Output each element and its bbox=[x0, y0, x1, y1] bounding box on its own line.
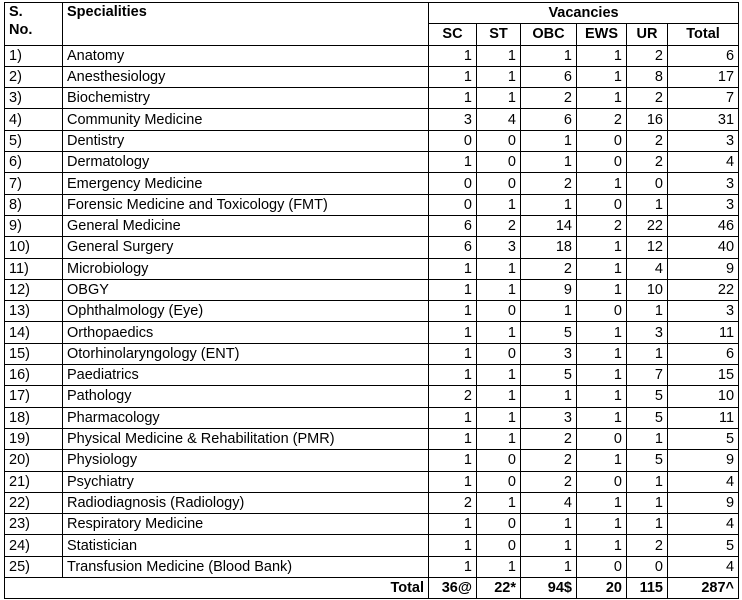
row-ur-value: 2 bbox=[627, 88, 668, 109]
row-total-value: 3 bbox=[668, 194, 739, 215]
row-total-value: 5 bbox=[668, 428, 739, 449]
row-total-value: 9 bbox=[668, 492, 739, 513]
row-ews-value: 1 bbox=[577, 173, 627, 194]
table-row bbox=[5, 173, 739, 194]
row-obc-value: 3 bbox=[521, 407, 577, 428]
row-st-value: 0 bbox=[477, 514, 521, 535]
row-total-value: 46 bbox=[668, 215, 739, 236]
table-row bbox=[5, 258, 739, 279]
row-ur-value: 5 bbox=[627, 450, 668, 471]
row-ur-value: 4 bbox=[627, 258, 668, 279]
row-st-value: 1 bbox=[477, 258, 521, 279]
row-sc-value: 1 bbox=[429, 152, 477, 173]
row-ur-value: 1 bbox=[627, 428, 668, 449]
total-ews: 20 bbox=[577, 578, 627, 599]
row-total-value: 10 bbox=[668, 386, 739, 407]
row-st-value: 0 bbox=[477, 450, 521, 471]
row-st-value: 0 bbox=[477, 173, 521, 194]
row-sc-value: 1 bbox=[429, 258, 477, 279]
row-total-value: 17 bbox=[668, 66, 739, 87]
row-serial-number: 11) bbox=[5, 258, 63, 279]
row-speciality: Physiology bbox=[63, 450, 429, 471]
row-st-value: 0 bbox=[477, 471, 521, 492]
row-sc-value: 6 bbox=[429, 237, 477, 258]
row-ur-value: 16 bbox=[627, 109, 668, 130]
row-total-value: 4 bbox=[668, 556, 739, 577]
row-ews-value: 1 bbox=[577, 365, 627, 386]
row-serial-number: 10) bbox=[5, 237, 63, 258]
row-ews-value: 1 bbox=[577, 45, 627, 66]
row-st-value: 2 bbox=[477, 215, 521, 236]
row-obc-value: 14 bbox=[521, 215, 577, 236]
ur-header: UR bbox=[627, 24, 668, 45]
total-st: 22* bbox=[477, 578, 521, 599]
table-row bbox=[5, 194, 739, 215]
table-row bbox=[5, 109, 739, 130]
row-sc-value: 1 bbox=[429, 450, 477, 471]
row-sc-value: 1 bbox=[429, 45, 477, 66]
row-ur-value: 1 bbox=[627, 492, 668, 513]
row-st-value: 1 bbox=[477, 279, 521, 300]
row-ur-value: 12 bbox=[627, 237, 668, 258]
ews-header: EWS bbox=[577, 24, 627, 45]
row-speciality: Paediatrics bbox=[63, 365, 429, 386]
row-ews-value: 0 bbox=[577, 130, 627, 151]
row-total-value: 6 bbox=[668, 343, 739, 364]
row-total-value: 9 bbox=[668, 450, 739, 471]
row-total-value: 4 bbox=[668, 471, 739, 492]
row-st-value: 1 bbox=[477, 66, 521, 87]
row-obc-value: 2 bbox=[521, 450, 577, 471]
row-ews-value: 0 bbox=[577, 194, 627, 215]
row-ews-value: 0 bbox=[577, 428, 627, 449]
row-ews-value: 1 bbox=[577, 407, 627, 428]
row-serial-number: 3) bbox=[5, 88, 63, 109]
sno-header: S. No. bbox=[5, 3, 63, 46]
row-ews-value: 1 bbox=[577, 450, 627, 471]
row-serial-number: 1) bbox=[5, 45, 63, 66]
row-st-value: 1 bbox=[477, 322, 521, 343]
row-obc-value: 1 bbox=[521, 535, 577, 556]
row-ews-value: 1 bbox=[577, 66, 627, 87]
table-row bbox=[5, 45, 739, 66]
row-speciality: General Medicine bbox=[63, 215, 429, 236]
row-obc-value: 5 bbox=[521, 322, 577, 343]
row-speciality: Pharmacology bbox=[63, 407, 429, 428]
row-obc-value: 1 bbox=[521, 556, 577, 577]
row-serial-number: 6) bbox=[5, 152, 63, 173]
row-st-value: 1 bbox=[477, 45, 521, 66]
table-row bbox=[5, 152, 739, 173]
row-obc-value: 2 bbox=[521, 88, 577, 109]
row-total-value: 5 bbox=[668, 535, 739, 556]
row-obc-value: 1 bbox=[521, 301, 577, 322]
row-speciality: Orthopaedics bbox=[63, 322, 429, 343]
row-ur-value: 8 bbox=[627, 66, 668, 87]
row-speciality: Otorhinolaryngology (ENT) bbox=[63, 343, 429, 364]
row-ur-value: 2 bbox=[627, 152, 668, 173]
row-st-value: 0 bbox=[477, 535, 521, 556]
row-ur-value: 2 bbox=[627, 130, 668, 151]
row-speciality: Emergency Medicine bbox=[63, 173, 429, 194]
row-st-value: 1 bbox=[477, 365, 521, 386]
row-ur-value: 1 bbox=[627, 343, 668, 364]
row-ews-value: 1 bbox=[577, 386, 627, 407]
row-st-value: 1 bbox=[477, 428, 521, 449]
row-speciality: Anesthesiology bbox=[63, 66, 429, 87]
row-speciality: Physical Medicine & Rehabilitation (PMR) bbox=[63, 428, 429, 449]
row-st-value: 4 bbox=[477, 109, 521, 130]
row-sc-value: 6 bbox=[429, 215, 477, 236]
row-ews-value: 2 bbox=[577, 109, 627, 130]
table-row bbox=[5, 556, 739, 577]
row-serial-number: 4) bbox=[5, 109, 63, 130]
row-obc-value: 2 bbox=[521, 258, 577, 279]
row-st-value: 1 bbox=[477, 492, 521, 513]
row-total-value: 15 bbox=[668, 365, 739, 386]
row-serial-number: 12) bbox=[5, 279, 63, 300]
row-ews-value: 2 bbox=[577, 215, 627, 236]
row-ews-value: 1 bbox=[577, 88, 627, 109]
st-header: ST bbox=[477, 24, 521, 45]
row-obc-value: 1 bbox=[521, 194, 577, 215]
row-speciality: General Surgery bbox=[63, 237, 429, 258]
table-row bbox=[5, 386, 739, 407]
table-row bbox=[5, 279, 739, 300]
row-total-value: 31 bbox=[668, 109, 739, 130]
row-speciality: Anatomy bbox=[63, 45, 429, 66]
row-sc-value: 0 bbox=[429, 173, 477, 194]
row-obc-value: 6 bbox=[521, 109, 577, 130]
row-total-value: 3 bbox=[668, 301, 739, 322]
row-sc-value: 1 bbox=[429, 343, 477, 364]
total-header: Total bbox=[668, 24, 739, 45]
row-ur-value: 1 bbox=[627, 301, 668, 322]
row-speciality: Pathology bbox=[63, 386, 429, 407]
row-total-value: 22 bbox=[668, 279, 739, 300]
row-ews-value: 0 bbox=[577, 152, 627, 173]
table-row bbox=[5, 88, 739, 109]
row-ews-value: 1 bbox=[577, 258, 627, 279]
row-sc-value: 1 bbox=[429, 88, 477, 109]
row-serial-number: 21) bbox=[5, 471, 63, 492]
sc-header: SC bbox=[429, 24, 477, 45]
row-obc-value: 1 bbox=[521, 45, 577, 66]
row-speciality: Psychiatry bbox=[63, 471, 429, 492]
table-body bbox=[5, 45, 739, 577]
row-obc-value: 2 bbox=[521, 471, 577, 492]
row-total-value: 7 bbox=[668, 88, 739, 109]
row-sc-value: 1 bbox=[429, 556, 477, 577]
row-sc-value: 1 bbox=[429, 428, 477, 449]
row-total-value: 4 bbox=[668, 514, 739, 535]
row-st-value: 0 bbox=[477, 152, 521, 173]
row-obc-value: 6 bbox=[521, 66, 577, 87]
row-ews-value: 1 bbox=[577, 492, 627, 513]
row-ur-value: 10 bbox=[627, 279, 668, 300]
table-row bbox=[5, 407, 739, 428]
row-obc-value: 1 bbox=[521, 130, 577, 151]
row-serial-number: 9) bbox=[5, 215, 63, 236]
row-speciality: Dermatology bbox=[63, 152, 429, 173]
row-total-value: 11 bbox=[668, 322, 739, 343]
row-speciality: Dentistry bbox=[63, 130, 429, 151]
row-obc-value: 18 bbox=[521, 237, 577, 258]
row-ur-value: 1 bbox=[627, 194, 668, 215]
row-serial-number: 18) bbox=[5, 407, 63, 428]
row-st-value: 1 bbox=[477, 88, 521, 109]
row-sc-value: 0 bbox=[429, 194, 477, 215]
row-ews-value: 0 bbox=[577, 556, 627, 577]
vacancies-header: Vacancies bbox=[429, 3, 739, 24]
row-ur-value: 1 bbox=[627, 471, 668, 492]
row-serial-number: 8) bbox=[5, 194, 63, 215]
row-total-value: 40 bbox=[668, 237, 739, 258]
table-row bbox=[5, 365, 739, 386]
row-obc-value: 2 bbox=[521, 173, 577, 194]
row-total-value: 9 bbox=[668, 258, 739, 279]
row-sc-value: 2 bbox=[429, 386, 477, 407]
row-sc-value: 1 bbox=[429, 279, 477, 300]
table-row bbox=[5, 66, 739, 87]
row-st-value: 1 bbox=[477, 194, 521, 215]
row-obc-value: 1 bbox=[521, 386, 577, 407]
table-row bbox=[5, 471, 739, 492]
row-sc-value: 2 bbox=[429, 492, 477, 513]
row-ur-value: 1 bbox=[627, 514, 668, 535]
row-serial-number: 20) bbox=[5, 450, 63, 471]
row-obc-value: 2 bbox=[521, 428, 577, 449]
row-obc-value: 4 bbox=[521, 492, 577, 513]
table-row bbox=[5, 450, 739, 471]
total-row bbox=[5, 578, 739, 599]
row-serial-number: 2) bbox=[5, 66, 63, 87]
row-serial-number: 22) bbox=[5, 492, 63, 513]
row-serial-number: 19) bbox=[5, 428, 63, 449]
row-st-value: 1 bbox=[477, 386, 521, 407]
row-ews-value: 1 bbox=[577, 535, 627, 556]
specialities-header: Specialities bbox=[63, 3, 429, 46]
row-total-value: 3 bbox=[668, 173, 739, 194]
total-obc: 94$ bbox=[521, 578, 577, 599]
row-ews-value: 0 bbox=[577, 301, 627, 322]
total-sc: 36@ bbox=[429, 578, 477, 599]
row-sc-value: 1 bbox=[429, 66, 477, 87]
row-sc-value: 1 bbox=[429, 365, 477, 386]
row-sc-value: 0 bbox=[429, 130, 477, 151]
row-sc-value: 1 bbox=[429, 301, 477, 322]
row-serial-number: 17) bbox=[5, 386, 63, 407]
row-st-value: 0 bbox=[477, 130, 521, 151]
row-ews-value: 1 bbox=[577, 237, 627, 258]
row-ur-value: 7 bbox=[627, 365, 668, 386]
row-ur-value: 2 bbox=[627, 45, 668, 66]
row-ews-value: 1 bbox=[577, 322, 627, 343]
row-ur-value: 3 bbox=[627, 322, 668, 343]
row-speciality: Statistician bbox=[63, 535, 429, 556]
table-row bbox=[5, 322, 739, 343]
header-row bbox=[5, 3, 739, 24]
table-row bbox=[5, 237, 739, 258]
row-ews-value: 1 bbox=[577, 279, 627, 300]
table-row bbox=[5, 535, 739, 556]
row-obc-value: 3 bbox=[521, 343, 577, 364]
row-ur-value: 0 bbox=[627, 556, 668, 577]
row-sc-value: 1 bbox=[429, 535, 477, 556]
row-serial-number: 16) bbox=[5, 365, 63, 386]
total-ur: 115 bbox=[627, 578, 668, 599]
row-serial-number: 25) bbox=[5, 556, 63, 577]
row-obc-value: 9 bbox=[521, 279, 577, 300]
row-serial-number: 5) bbox=[5, 130, 63, 151]
row-obc-value: 1 bbox=[521, 152, 577, 173]
row-serial-number: 13) bbox=[5, 301, 63, 322]
row-st-value: 1 bbox=[477, 556, 521, 577]
table-row bbox=[5, 343, 739, 364]
row-sc-value: 1 bbox=[429, 471, 477, 492]
row-sc-value: 3 bbox=[429, 109, 477, 130]
row-ews-value: 1 bbox=[577, 343, 627, 364]
row-speciality: Community Medicine bbox=[63, 109, 429, 130]
row-ur-value: 22 bbox=[627, 215, 668, 236]
row-speciality: Radiodiagnosis (Radiology) bbox=[63, 492, 429, 513]
row-sc-value: 1 bbox=[429, 514, 477, 535]
row-speciality: Biochemistry bbox=[63, 88, 429, 109]
row-speciality: Respiratory Medicine bbox=[63, 514, 429, 535]
row-total-value: 11 bbox=[668, 407, 739, 428]
row-serial-number: 15) bbox=[5, 343, 63, 364]
obc-header: OBC bbox=[521, 24, 577, 45]
row-speciality: Microbiology bbox=[63, 258, 429, 279]
row-ews-value: 0 bbox=[577, 471, 627, 492]
total-label: Total bbox=[5, 578, 429, 599]
total-grand: 287^ bbox=[668, 578, 739, 599]
row-ur-value: 5 bbox=[627, 386, 668, 407]
row-speciality: Transfusion Medicine (Blood Bank) bbox=[63, 556, 429, 577]
row-speciality: OBGY bbox=[63, 279, 429, 300]
row-ur-value: 2 bbox=[627, 535, 668, 556]
row-total-value: 3 bbox=[668, 130, 739, 151]
row-serial-number: 23) bbox=[5, 514, 63, 535]
row-st-value: 3 bbox=[477, 237, 521, 258]
table-row bbox=[5, 514, 739, 535]
table-row bbox=[5, 301, 739, 322]
row-st-value: 0 bbox=[477, 301, 521, 322]
row-total-value: 6 bbox=[668, 45, 739, 66]
row-sc-value: 1 bbox=[429, 322, 477, 343]
row-obc-value: 1 bbox=[521, 514, 577, 535]
row-serial-number: 14) bbox=[5, 322, 63, 343]
row-obc-value: 5 bbox=[521, 365, 577, 386]
row-speciality: Ophthalmology (Eye) bbox=[63, 301, 429, 322]
row-ews-value: 1 bbox=[577, 514, 627, 535]
table-row bbox=[5, 428, 739, 449]
row-sc-value: 1 bbox=[429, 407, 477, 428]
row-speciality: Forensic Medicine and Toxicology (FMT) bbox=[63, 194, 429, 215]
table-row bbox=[5, 215, 739, 236]
row-ur-value: 5 bbox=[627, 407, 668, 428]
table-row bbox=[5, 492, 739, 513]
row-st-value: 1 bbox=[477, 407, 521, 428]
table-row bbox=[5, 130, 739, 151]
row-st-value: 0 bbox=[477, 343, 521, 364]
row-serial-number: 24) bbox=[5, 535, 63, 556]
row-total-value: 4 bbox=[668, 152, 739, 173]
vacancy-table bbox=[4, 2, 739, 599]
row-ur-value: 0 bbox=[627, 173, 668, 194]
row-serial-number: 7) bbox=[5, 173, 63, 194]
